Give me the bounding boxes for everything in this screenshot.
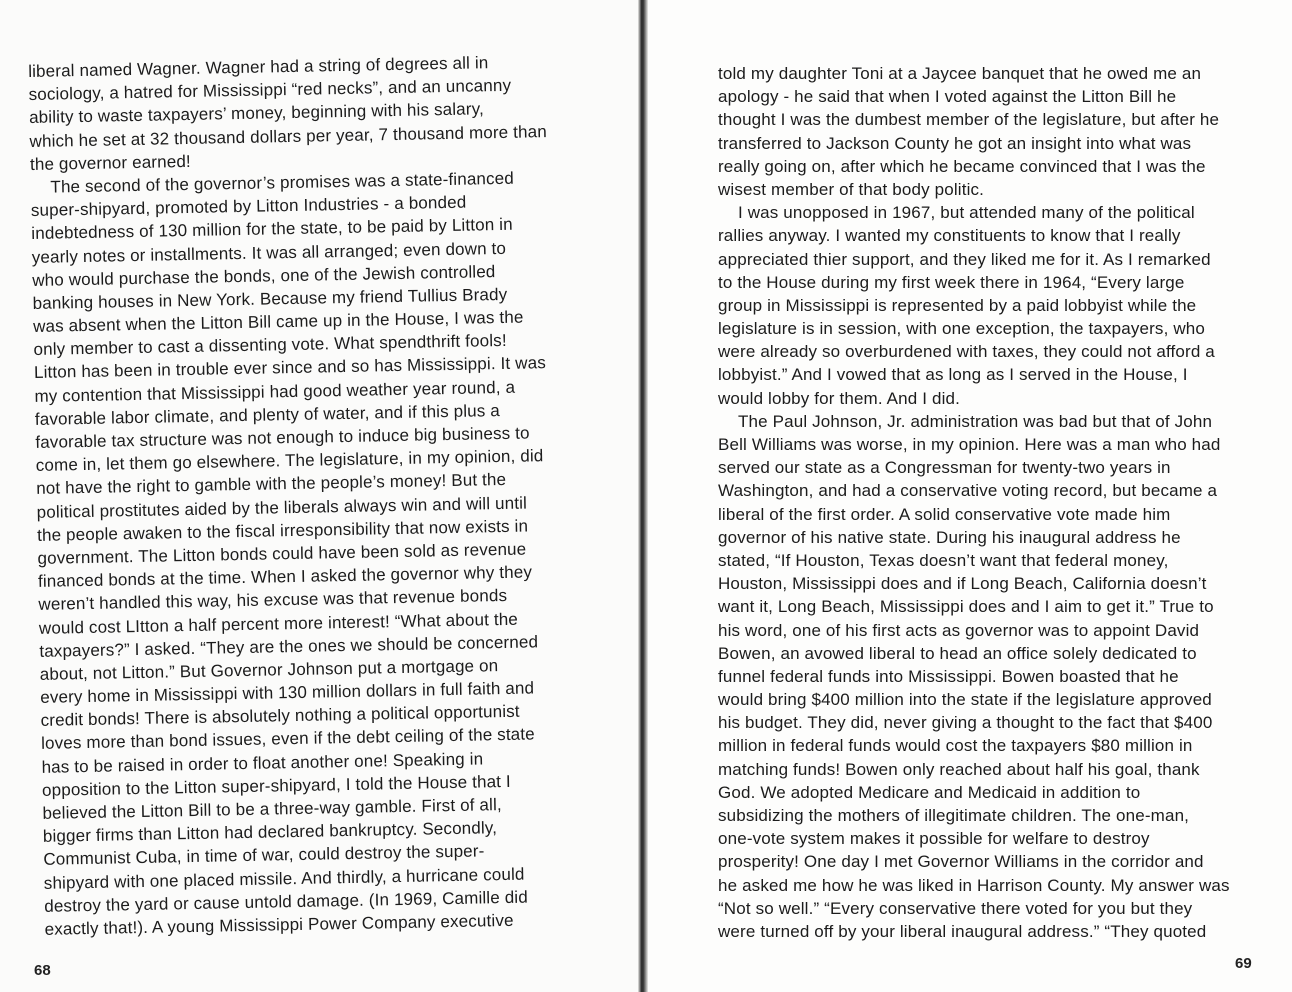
text-line: would cost LItton a half percent more interest! “What about the [38, 609, 519, 638]
text-line: believed the Litton Bill to be a three-way gamble. First of all, [42, 795, 502, 823]
text-line: would bring $400 million into the state if the legislature approved [718, 690, 1212, 710]
text-line: Bowen, an avowed liberal to head an office solely dedicated to [718, 643, 1197, 663]
text-line: yearly notes or installments. It was all arranged; even down to [31, 238, 507, 267]
text-line: liberal of the first order. A solid conservative vote made him [718, 504, 1171, 524]
text-line: “Not so well.” “Every conservative there voted for you but they [718, 898, 1193, 918]
text-line: the governor earned! [29, 151, 191, 174]
text-line: appreciated thier support, and they liked me for it. As I remarked [718, 249, 1211, 269]
text-line: matching funds! Bowen only reached about half his goal, thank [718, 759, 1200, 779]
text-line: apology - he said that when I voted against the Litton Bill he [718, 87, 1177, 107]
text-line: would lobby for them. And I did. [718, 388, 960, 408]
text-line: were turned off by your liberal inaugural address.” “They quoted [718, 921, 1207, 941]
text-line: The second of the governor’s promises was a state-financed [50, 168, 515, 197]
text-line: government. The Litton bonds could have been sold as revenue [37, 539, 527, 568]
text-line: weren’t handled this way, his excuse was that revenue bonds [38, 586, 508, 615]
text-line: favorable tax structure was not enough to induce big business to [35, 423, 530, 452]
text-line: exactly that!). A young Mississippi Power Company executive [44, 910, 514, 939]
text-line: liberal named Wagner. Wagner had a string of degrees all in [28, 53, 489, 81]
text-line: every home in Mississippi with 130 million dollars in full faith and [40, 678, 535, 707]
text-line: ability to waste taxpayers’ money, beginning with his salary, [28, 99, 485, 128]
text-line: to the House during my first week there in 1964, “Every large [718, 272, 1185, 292]
text-line: governor of his native state. During his inaugural address he [718, 527, 1181, 547]
text-line: told my daughter Toni at a Jaycee banquet that he owed me an [718, 64, 1202, 83]
text-line: indebtedness of 130 million for the state, to be paid by Litton in [31, 215, 513, 244]
text-line: loves more than bond issues, even if the debt ceiling of the state [40, 724, 535, 754]
text-line: credit bonds! There is absolutely nothing a political opportunist [40, 701, 520, 731]
text-line: group in Mississippi is represented by a paid lobbyist while the [718, 295, 1197, 315]
text-line: rallies anyway. I wanted my constituents to know that I really [718, 226, 1181, 246]
text-line: financed bonds at the time. When I asked the governor why they [37, 562, 533, 592]
right-page-number: 69 [1235, 955, 1252, 972]
text-line: served our state as a Congressman for twenty-two years in [718, 458, 1171, 478]
left-page [0, 0, 638, 992]
text-line: favorable labor climate, and plenty of water, and if this plus a [34, 400, 501, 429]
text-line: destroy the yard or cause untold damage. (In 1969, Camille did [44, 887, 529, 916]
text-line: my contention that Mississippi had good weather year round, a [34, 377, 516, 406]
text-line: Washington, and had a conservative voting record, but became a [718, 481, 1218, 501]
text-line: legislature is in session, with one exception, the taxpayers, who [718, 319, 1205, 339]
text-line: his budget. They did, never giving a thought to the fact that $400 [718, 713, 1213, 733]
right-page [648, 0, 1292, 992]
text-line: wisest member of that body politic. [718, 179, 985, 199]
text-line: shipyard with one placed missile. And thirdly, a hurricane could [43, 864, 525, 893]
text-line: want it, Long Beach, Mississippi does and I aim to get it.” True to [718, 597, 1214, 617]
text-line: which he set at 32 thousand dollars per year, 7 thousand more than [29, 121, 548, 151]
text-line: was absent when the Litton Bill came up in the House, I was the [32, 307, 524, 337]
text-line: million in federal funds would cost the taxpayers $80 million in [718, 736, 1193, 756]
text-line: transferred to Jackson County he got an insight into what was [718, 133, 1192, 153]
text-line: lobbyist.” And I vowed that as long as I served in the House, I [718, 365, 1188, 385]
text-line: Litton has been in trouble ever since and so has Mississippi. It was [33, 353, 547, 383]
text-line: subsidizing the mothers of illegitimate children. The one-man, [718, 806, 1190, 825]
text-line: banking houses in New York. Because my friend Tullius Brady [32, 284, 508, 313]
text-line: who would purchase the bonds, one of the Jewish controlled [32, 261, 496, 290]
text-line: prosperity! One day I met Governor Williams in the corridor and [718, 852, 1204, 872]
text-line: I was unopposed in 1967, but attended many of the political [738, 203, 1195, 223]
left-page-text [28, 49, 603, 941]
text-line: one-vote system makes it possible for welfare to destroy [718, 829, 1150, 849]
text-line: The Paul Johnson, Jr. administration was bad but that of John [738, 411, 1213, 431]
text-line: not have the right to gamble with the people’s money! But the [36, 470, 507, 499]
text-line: bigger firms than Litton had declared bankruptcy. Secondly, [42, 818, 498, 847]
right-page-text [718, 62, 1262, 943]
text-line: taxpayers?” I asked. “They are the ones we should be concerned [39, 632, 539, 661]
text-line: about, not Litton.” But Governor Johnson put a mortgage on [39, 655, 499, 684]
text-line: sociology, a hatred for Mississippi “red necks”, and an uncanny [28, 75, 512, 105]
text-line: Houston, Mississippi does and if Long Beach, California doesn’t [718, 574, 1207, 594]
text-line: come in, let them go elsewhere. The legislature, in my opinion, did [35, 446, 544, 476]
book-gutter [638, 0, 648, 992]
text-line: God. We adopted Medicare and Medicaid in addition to [718, 782, 1141, 802]
text-line: funnel federal funds into Mississippi. Bowen boasted that he [718, 666, 1179, 686]
text-line: opposition to the Litton super-shipyard, I told the House that I [41, 771, 512, 800]
left-page-number: 68 [34, 962, 51, 979]
text-line: Communist Cuba, in time of war, could destroy the super- [43, 841, 485, 870]
text-line: thought I was the dumbest member of the legislature, but after he [718, 110, 1220, 130]
text-line: has to be raised in order to float another one! Speaking in [41, 749, 484, 777]
text-line: only member to cast a dissenting vote. What spendthrift fools! [33, 331, 507, 360]
text-line: Bell Williams was worse, in my opinion. Here was a man who had [718, 435, 1221, 454]
text-line: really going on, after which he became convinced that I was the [718, 156, 1206, 176]
text-line: the people awaken to the fiscal irresponsibility that now exists in [36, 516, 529, 545]
text-line: stated, “If Houston, Texas doesn’t want that federal money, [718, 550, 1169, 570]
text-line: he asked me how he was liked in Harrison County. My answer was [718, 875, 1230, 895]
text-line: super-shipyard, promoted by Litton Industries - a bonded [30, 192, 467, 221]
text-line: his word, one of his first acts as governor was to appoint David [718, 620, 1200, 640]
text-line: were already so overburdened with taxes, they could not afford a [718, 342, 1215, 362]
text-line: political prostitutes aided by the liberals always win and will until [36, 493, 528, 522]
